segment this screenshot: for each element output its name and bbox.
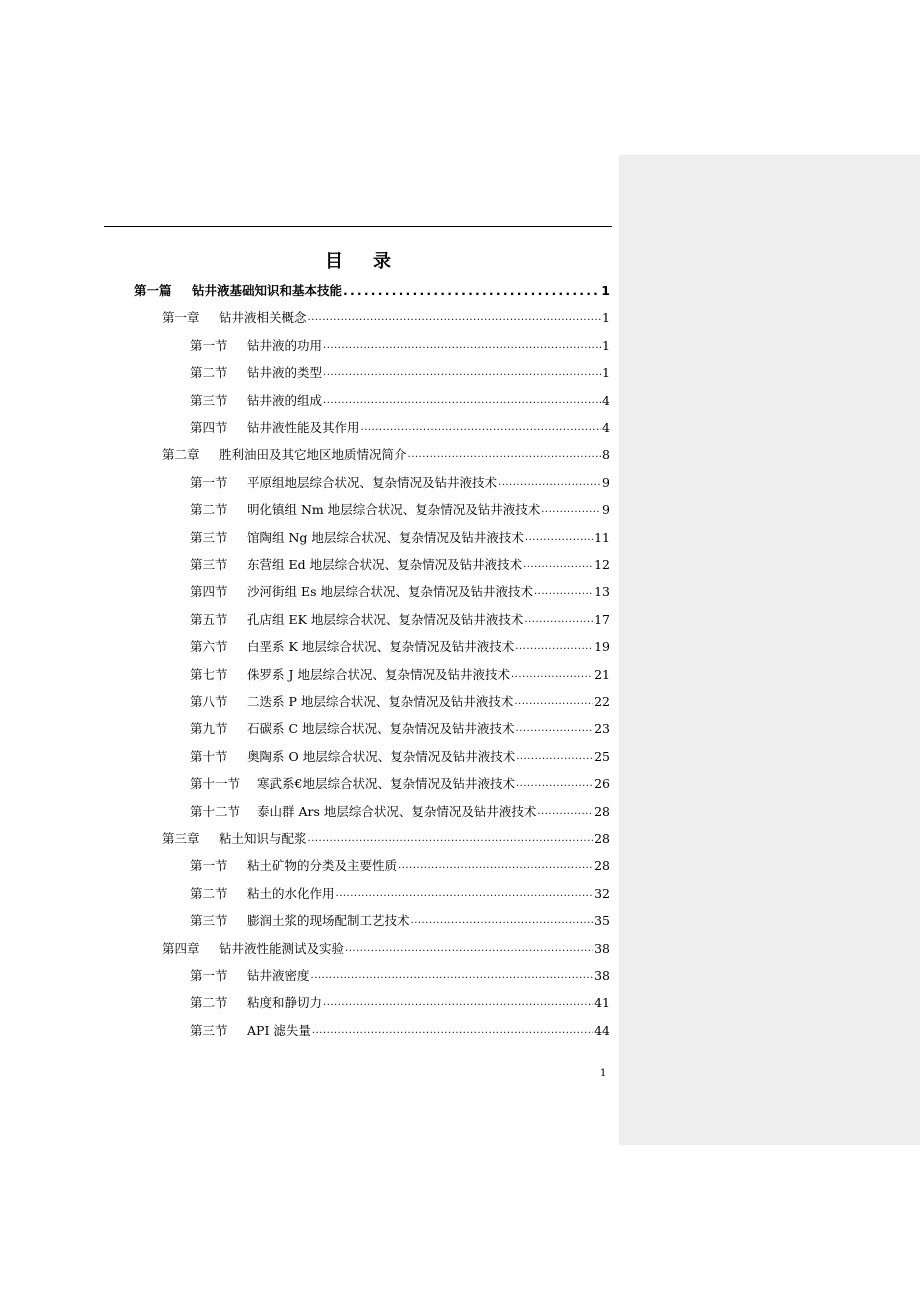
toc-entry-label (190, 994, 322, 1012)
toc-entry-label (190, 337, 322, 355)
toc-entry-title: 东营组 Ed 地层综合状况、复杂情况及钻井液技术 (247, 557, 523, 572)
toc-entry-title: 白垩系 K 地层综合状况、复杂情况及钻井液技术 (247, 639, 515, 655)
toc-dot-leader (311, 967, 594, 985)
toc-entry-page: 1 (601, 283, 610, 298)
toc-entry-page: 28 (594, 831, 610, 846)
toc-entry[interactable] (162, 305, 610, 327)
toc-entry-label (190, 556, 522, 574)
toc-dot-leader (534, 583, 593, 601)
toc-entry-label (190, 611, 523, 629)
toc-entry-label (162, 309, 307, 327)
toc-entry[interactable] (190, 388, 610, 410)
toc-entry-title: 沙河街组 Es 地层综合状况、复杂情况及钻井液技术 (247, 584, 533, 600)
toc-entry-title: 明化镇组 Nm 地层综合状况、复杂情况及钻井液技术 (247, 502, 541, 518)
toc-entry-label (162, 446, 407, 464)
toc-entry-number: 第三节 (190, 1022, 228, 1038)
toc-entry-title: 石碳系 C 地层综合状况、复杂情况及钻井液技术 (247, 721, 515, 737)
toc-dot-leader (323, 994, 593, 1012)
toc-entry-page: 4 (602, 420, 610, 435)
toc-dot-leader (525, 529, 593, 547)
toc-entry[interactable] (190, 579, 610, 601)
toc-entry-number: 第一节 (190, 474, 228, 490)
toc-entry-number: 第二节 (190, 995, 228, 1011)
toc-entry-page: 9 (602, 502, 610, 518)
toc-dot-leader (308, 309, 602, 327)
toc-dot-leader (411, 912, 594, 930)
toc-entry-title: 粘土矿物的分类及主要性质 (247, 858, 398, 874)
toc-entry-title: 钻井液性能测试及实验 (219, 940, 345, 956)
toc-entry-page: 1 (602, 365, 610, 381)
toc-entry-label (190, 529, 524, 547)
toc-entry-page: 8 (602, 447, 610, 463)
toc-entry-label (190, 720, 515, 738)
toc-dot-leader (524, 611, 593, 629)
toc-dot-leader (541, 501, 601, 519)
toc-entry-number: 第二节 (190, 885, 228, 901)
toc-dot-leader (345, 940, 593, 958)
toc-entry-page: 41 (594, 995, 610, 1011)
toc-entry-label (190, 885, 335, 903)
toc-entry-number: 第一篇 (134, 283, 172, 298)
toc-entry-page: 38 (594, 968, 610, 983)
toc-dot-leader (516, 775, 593, 793)
toc-entry[interactable] (190, 1018, 610, 1040)
toc-title-left: 目 (325, 251, 343, 272)
toc-entry[interactable] (190, 360, 610, 382)
toc-entry-label (190, 912, 410, 930)
toc-entry-number: 第一节 (190, 968, 228, 983)
toc-dot-leader (323, 392, 601, 410)
toc-entry-title: 钻井液的组成 (247, 392, 323, 408)
toc-dot-leader (323, 364, 601, 382)
toc-dot-leader (408, 446, 602, 464)
toc-entry-page: 28 (594, 858, 610, 874)
toc-entry-title: 侏罗系 J 地层综合状况、复杂情况及钻井液技术 (247, 666, 510, 682)
toc-entry[interactable] (190, 470, 610, 492)
toc-entry-label (190, 693, 513, 711)
toc-entry-title: 馆陶组 Ng 地层综合状况、复杂情况及钻井液技术 (247, 529, 524, 545)
toc-entry-title: 二迭系 P 地层综合状况、复杂情况及钻井液技术 (247, 694, 514, 709)
toc-entry-page: 12 (594, 557, 610, 572)
toc-entry[interactable] (190, 716, 610, 738)
toc-entry-number: 第三节 (190, 913, 228, 929)
toc-entry[interactable] (190, 662, 610, 684)
toc-entry-label (190, 666, 510, 684)
toc-entry[interactable] (134, 278, 610, 300)
toc-entry-number: 第一节 (190, 858, 228, 874)
toc-entry-number: 第八节 (190, 694, 228, 709)
toc-entry[interactable] (162, 442, 610, 464)
toc-entry-title: 平原组地层综合状况、复杂情况及钻井液技术 (247, 474, 498, 490)
toc-entry[interactable] (190, 607, 610, 629)
toc-entry[interactable] (190, 333, 610, 355)
toc-dot-leader (361, 419, 602, 437)
toc-entry[interactable] (190, 415, 610, 437)
toc-entry-number: 第二节 (190, 365, 228, 381)
toc-entry-title: 钻井液相关概念 (219, 310, 307, 326)
comment-pane (619, 155, 920, 1145)
toc-entry[interactable] (190, 552, 610, 574)
toc-entry[interactable] (190, 799, 610, 821)
toc-dot-leader (398, 857, 593, 875)
toc-entry-label (134, 282, 342, 300)
toc-entry-number: 第十一节 (190, 776, 241, 792)
toc-entry-label (190, 419, 360, 437)
toc-entry-page: 26 (594, 776, 610, 792)
toc-entry-number: 第三节 (190, 529, 228, 545)
toc-entry[interactable] (190, 497, 610, 519)
toc-entry-label (190, 748, 515, 766)
toc-dot-leader (343, 282, 600, 300)
toc-entry-page: 17 (594, 611, 610, 627)
toc-entry-page: 23 (594, 721, 610, 737)
toc-entry-page: 38 (594, 940, 610, 956)
toc-dot-leader (308, 830, 594, 848)
toc-dot-leader (336, 885, 594, 903)
toc-entry[interactable] (190, 908, 610, 930)
toc-dot-leader (514, 693, 593, 711)
toc-entry-page: 22 (594, 694, 610, 709)
toc-dot-leader (516, 720, 594, 738)
toc-entry-number: 第五节 (190, 611, 228, 627)
toc-entry-label (190, 583, 533, 601)
toc-entry-page: 1 (602, 310, 610, 326)
toc-dot-leader (516, 748, 593, 766)
toc-entry-number: 第四章 (162, 940, 200, 956)
toc-entry[interactable] (190, 771, 610, 793)
toc-entry-title: 奥陶系 O 地层综合状况、复杂情况及钻井液技术 (247, 748, 516, 764)
toc-entry-title: 孔店组 EK 地层综合状况、复杂情况及钻井液技术 (247, 611, 524, 627)
header-rule (104, 226, 612, 227)
toc-entry[interactable] (190, 963, 610, 985)
toc-entry-number: 第一章 (162, 310, 200, 326)
toc-entry[interactable] (162, 826, 610, 848)
toc-entry-page: 32 (594, 885, 610, 901)
toc-entry-label (190, 364, 322, 382)
toc-dot-leader (312, 1022, 593, 1040)
toc-entry-label (190, 857, 397, 875)
toc-entry-number: 第十二节 (190, 803, 241, 819)
toc-entry-page: 13 (594, 584, 610, 600)
toc-entry-title: 钻井液的功用 (247, 337, 323, 353)
toc-dot-leader (523, 556, 593, 574)
toc-entry-number: 第二章 (162, 447, 200, 463)
toc-entry-label (162, 830, 307, 848)
toc-entry-page: 25 (594, 748, 610, 764)
toc-entry-label (190, 803, 536, 821)
toc-entry-label (190, 392, 322, 410)
toc-entry-label (190, 638, 514, 656)
toc-entry-number: 第六节 (190, 639, 228, 655)
toc-entry-number: 第四节 (190, 584, 228, 600)
toc-entry-title: 胜利油田及其它地区地质情况简介 (219, 447, 407, 463)
toc-dot-leader (498, 474, 601, 492)
toc-entry[interactable] (190, 990, 610, 1012)
toc-entry-number: 第三章 (162, 831, 200, 846)
toc-dot-leader (511, 666, 593, 684)
toc-entry-label (190, 775, 515, 793)
toc-entry-page: 19 (594, 639, 610, 655)
toc-entry-number: 第三节 (190, 557, 228, 572)
toc-dot-leader (537, 803, 593, 821)
toc-entry-page: 35 (594, 913, 610, 929)
toc-dot-leader (323, 337, 601, 355)
toc-entry-page: 44 (594, 1022, 610, 1038)
toc-entry-number: 第二节 (190, 502, 228, 518)
toc-dot-leader (515, 638, 593, 656)
toc-entry[interactable] (190, 689, 610, 711)
toc-entry[interactable] (190, 853, 610, 875)
toc-entry-title: 寒武系€地层综合状况、复杂情况及钻井液技术 (257, 776, 515, 792)
toc-entry[interactable] (190, 881, 610, 903)
toc-entry-page: 28 (594, 803, 610, 819)
toc-entry-page: 9 (602, 474, 610, 490)
toc-title-right: 录 (373, 251, 391, 272)
toc-entry-number: 第四节 (190, 420, 228, 435)
toc-entry-label (190, 474, 497, 492)
toc-entry[interactable] (190, 525, 610, 547)
toc-entry-label (162, 940, 344, 958)
toc-entry-label (190, 967, 310, 985)
toc-entry-number: 第三节 (190, 392, 228, 408)
toc-entry-title: 钻井液的类型 (247, 365, 323, 381)
toc-entry-number: 第九节 (190, 721, 228, 737)
toc-entry-label (190, 1022, 311, 1040)
toc-entry-title: 钻井液基础知识和基本技能 (192, 283, 343, 298)
toc-entry[interactable] (190, 634, 610, 656)
toc-entry-title: 粘土知识与配浆 (219, 831, 307, 846)
toc-entry-label (190, 501, 540, 519)
toc-entry-title: 钻井液密度 (247, 968, 310, 983)
toc-entry-page: 11 (594, 529, 610, 545)
toc-entry-number: 第七节 (190, 666, 228, 682)
toc-title (104, 247, 612, 273)
toc-entry[interactable] (162, 936, 610, 958)
toc-entry-number: 第一节 (190, 337, 228, 353)
toc-entry[interactable] (190, 744, 610, 766)
page-number: 1 (600, 1068, 607, 1079)
toc-entry-title: 泰山群 Ars 地层综合状况、复杂情况及钻井液技术 (257, 803, 537, 819)
toc-entry-title: 粘土的水化作用 (247, 885, 335, 901)
toc-entry-title: 膨润土浆的现场配制工艺技术 (247, 913, 410, 929)
toc-entry-title: API 滤失量 (247, 1022, 311, 1038)
toc-entry-number: 第十节 (190, 748, 228, 764)
toc-entry-title: 粘度和静切力 (247, 995, 323, 1011)
toc-entry-page: 1 (602, 337, 610, 353)
toc-entry-title: 钻井液性能及其作用 (247, 420, 360, 435)
toc-entry-page: 4 (602, 392, 610, 408)
toc-entry-page: 21 (594, 666, 610, 682)
